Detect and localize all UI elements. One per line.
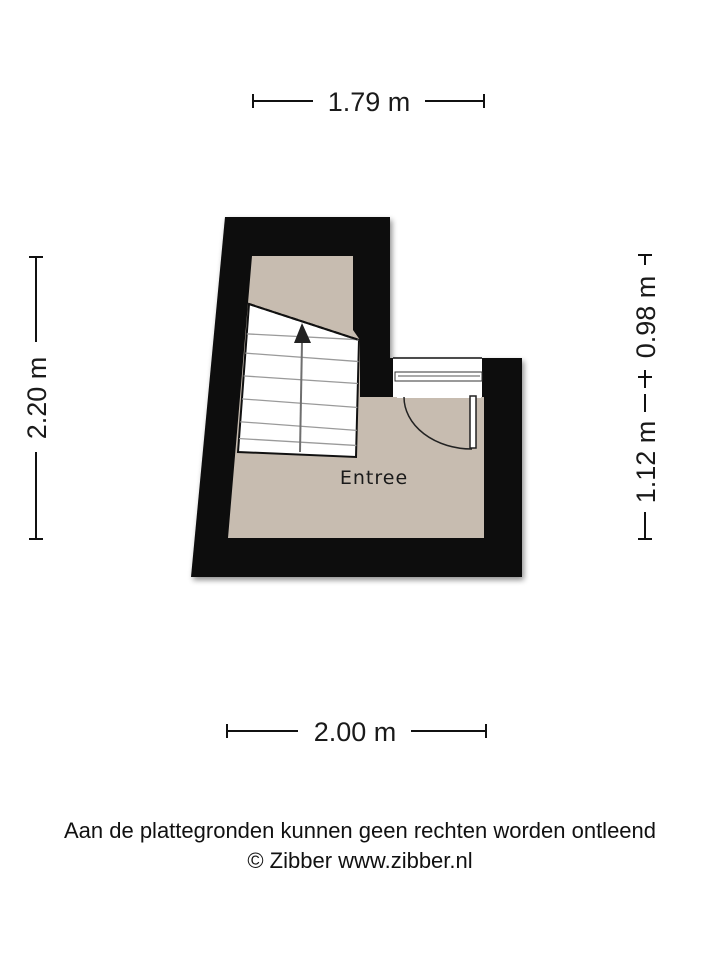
dimension-left xyxy=(22,257,52,539)
copyright-text: © Zibber www.zibber.nl xyxy=(247,848,473,873)
dimension-right xyxy=(631,255,661,539)
disclaimer-text: Aan de plattegronden kunnen geen rechten worden ontleend xyxy=(63,818,657,843)
dimension-right-lower-label: 1.12 m xyxy=(631,420,661,504)
dimension-bottom-label: 2.00 m xyxy=(313,717,397,747)
door-opening xyxy=(393,358,482,398)
dimension-left-label: 2.20 m xyxy=(22,356,52,440)
dimension-right-upper-label: 0.98 m xyxy=(631,275,661,359)
dimension-bottom xyxy=(227,717,486,747)
dimension-top xyxy=(253,87,484,117)
room-label-entree: Entree xyxy=(339,467,409,489)
dimension-top-label: 1.79 m xyxy=(327,87,411,117)
